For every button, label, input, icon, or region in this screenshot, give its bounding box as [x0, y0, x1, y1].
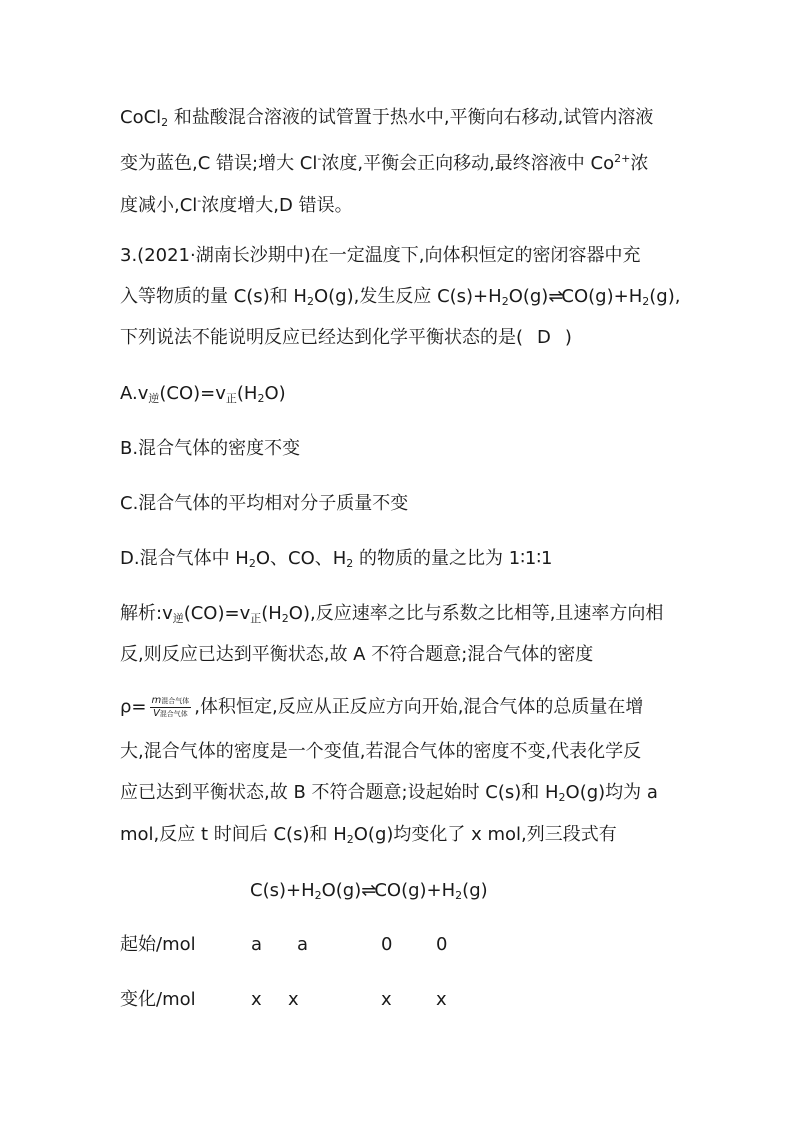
analysis-line-5: 应已达到平衡状态,故 B 不符合题意;设起始时 C(s)和 $H_2O(g)$均为 a — [120, 782, 658, 804]
analysis-line-2: 反,则反应已达到平衡状态,故 A 不符合题意;混合气体的密度 — [120, 644, 594, 665]
table-cell: a — [251, 934, 263, 955]
option-a: $A.v_逆(CO)=v_正(H_2O)$ — [120, 383, 286, 405]
option-b: B.混合气体的密度不变 — [120, 438, 301, 459]
table-cell: 0 — [436, 934, 448, 955]
explanation-line-1: CoCl$_2$ 和盐酸混合溶液的试管置于热水中,平衡向右移动,试管内溶液 — [120, 107, 654, 129]
analysis-line-1: 解析$:v_逆(CO)=v_正(H_2O)$,反应速率之比与系数之比相等,且速率方向相 — [120, 603, 664, 625]
equilibrium-arrow-icon: ⇌ — [361, 880, 375, 901]
table-cell: x — [251, 989, 262, 1010]
table-equation: $C(s)+H_2O(g)\rightleftharpoons CO(g)+H_2(g)$ — [250, 880, 488, 902]
question-stem-line-1: 3.(2021·湖南长沙期中)在一定温度下,向体积恒定的密闭容器中充 — [120, 245, 641, 266]
row-label: 变化/mol — [120, 989, 196, 1010]
analysis-line-6: mol,反应 t 时间后 C(s)和 $H_2O(g)$均变化了 x mol,列三段式有 — [120, 824, 617, 846]
table-cell: x — [436, 989, 447, 1010]
option-c: C.混合气体的平均相对分子质量不变 — [120, 493, 409, 514]
table-cell: x — [288, 989, 299, 1010]
explanation-line-2: 变为蓝色,C 错误;增大 Cl-浓度,平衡会正向移动,最终溶液中 $Co^{2+}$浓 — [120, 152, 649, 174]
option-d: D.混合气体中 $H_2O$、CO、$H_2$ 的物质的量之比为 1∶1∶1 — [120, 548, 553, 570]
table-cell: 0 — [381, 934, 393, 955]
table-cell: a — [297, 934, 309, 955]
analysis-line-3: ρ= $\frac{\text{m混合气体}}{\text{V混合气体}}$ ,体积恒定,反应从正反应方向开始,混合气体的总质量在增 — [120, 695, 644, 719]
density-fraction: $\frac{\text{m混合气体}}{\text{V混合气体}}$ — [151, 695, 190, 719]
row-label: 起始/mol — [120, 934, 196, 955]
table-cell: x — [381, 989, 392, 1010]
equilibrium-arrow-icon: ⇌ — [548, 286, 562, 307]
question-stem-line-2: 入等物质的量 C(s)和 $H_2O(g)$,发生反应 $C(s)+H_2O(g)\rightleftharpoons CO(g)+H_2(g)$, — [120, 286, 681, 308]
analysis-line-4: 大,混合气体的密度是一个变值,若混合气体的密度不变,代表化学反 — [120, 741, 642, 762]
answer-choice: D — [537, 327, 551, 348]
explanation-line-3: 度减小,Cl-浓度增大,D 错误。 — [120, 194, 353, 216]
question-stem-line-3: 下列说法不能说明反应已经达到化学平衡状态的是( D ) — [120, 327, 572, 348]
